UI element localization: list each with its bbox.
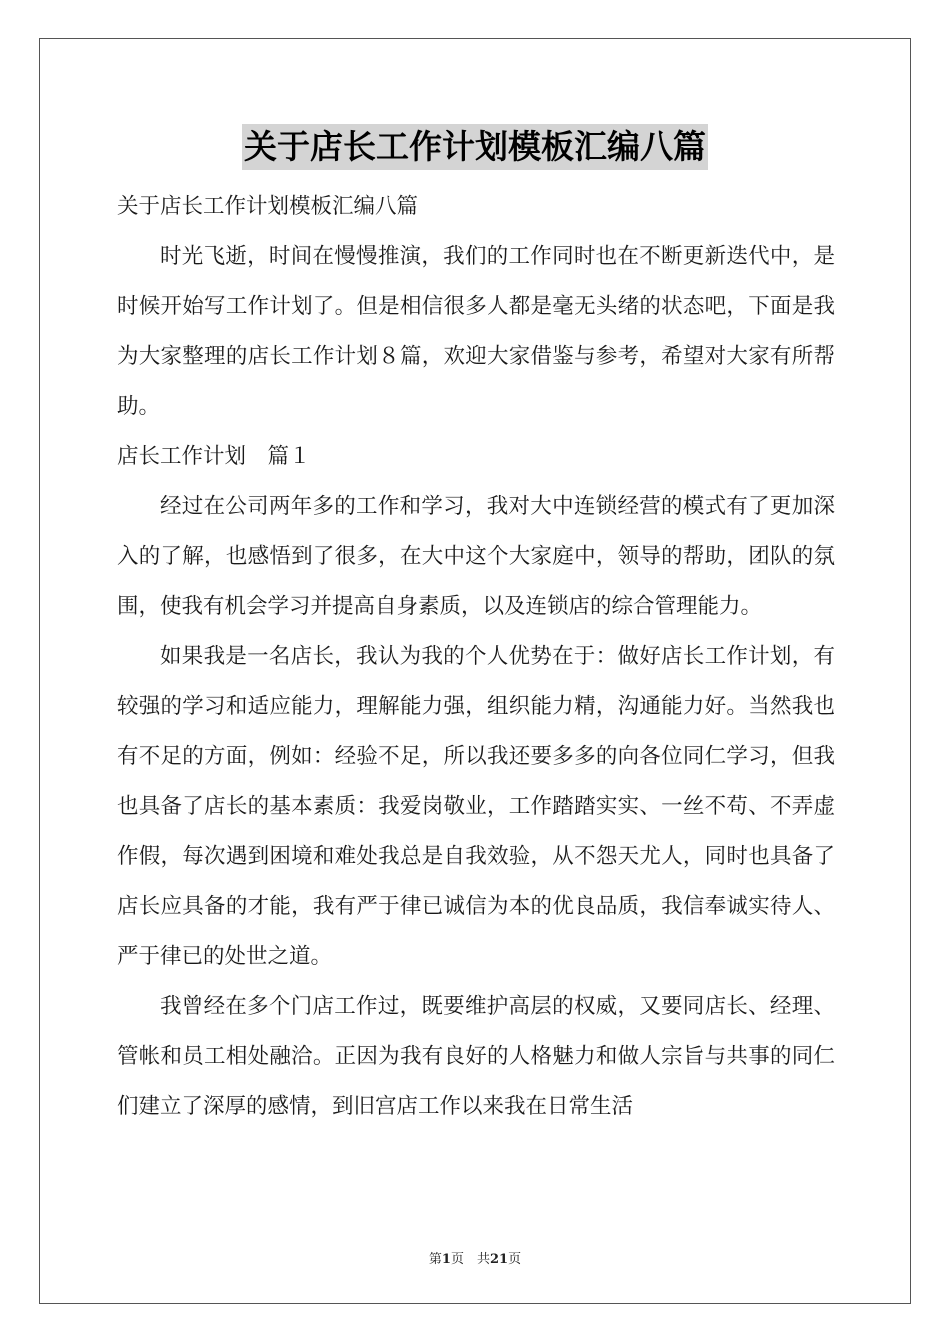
footer-page-current: 1 [441, 1252, 451, 1267]
footer-page-total: 21 [489, 1252, 509, 1267]
footer-page-mid: 页 共 [450, 1252, 490, 1267]
document-subtitle: 关于店长工作计划模板汇编八篇 [117, 194, 419, 219]
title-container [0, 124, 950, 170]
body-paragraph-3: 我曾经在多个门店工作过，既要维护高层的权威，又要同店长、经理、管帐和员工相处融洽。正因为我有良好的人格魅力和做人宗旨与共事的同仁们建立了深厚的感情，到旧宫店工作以来我在日常生活 [117, 994, 835, 1119]
body-paragraph-1: 经过在公司两年多的工作和学习，我对大中连锁经营的模式有了更加深入的了解，也感悟到了很多，在大中这个大家庭中，领导的帮助，团队的氛围，使我有机会学习并提高自身素质，以及连锁店的综合管理能力。 [117, 494, 835, 619]
document-body [117, 182, 835, 1132]
page-footer [0, 1248, 950, 1267]
intro-paragraph: 时光飞逝，时间在慢慢推演，我们的工作同时也在不断更新迭代中，是时候开始写工作计划了。但是相信很多人都是毫无头绪的状态吧，下面是我为大家整理的店长工作计划８篇，欢迎大家借鉴与参考，希望对大家有所帮助。 [117, 244, 835, 419]
section-heading: 店长工作计划 篇１ [117, 444, 311, 469]
body-paragraph-2: 如果我是一名店长，我认为我的个人优势在于：做好店长工作计划，有较强的学习和适应能力，理解能力强，组织能力精，沟通能力好。当然我也有不足的方面，例如：经验不足，所以我还要多多的向各位同仁学习，但我也具备了店长的基本素质：我爱岗敬业，工作踏踏实实、一丝不苟、不弄虚作假，每次遇到困境和难处我总是自我效验，从不怨天尤人，同时也具备了店长应具备的才能，我有严于律已诚信为本的优良品质，我信奉诚实待人、严于律已的处世之道。 [117, 644, 835, 969]
footer-page-suffix: 页 [508, 1252, 522, 1267]
document-title: 关于店长工作计划模板汇编八篇 [242, 124, 708, 170]
footer-page-prefix: 第 [428, 1252, 442, 1267]
